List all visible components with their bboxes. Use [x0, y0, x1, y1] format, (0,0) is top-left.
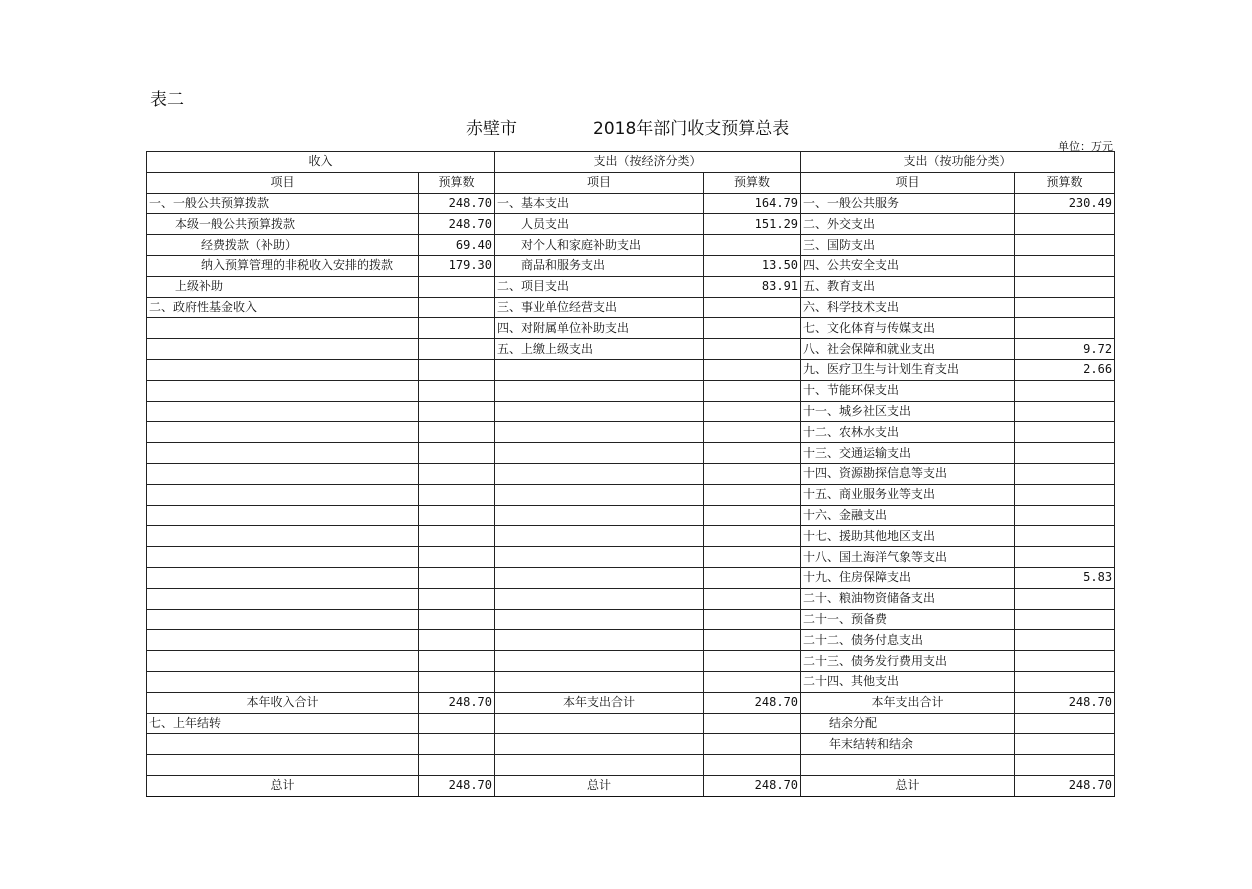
func-item: 二、外交支出 — [801, 214, 1015, 235]
func-value — [1015, 214, 1115, 235]
func-item: 三、国防支出 — [801, 235, 1015, 256]
income-item — [147, 463, 419, 484]
table-row — [147, 609, 1115, 630]
econ-value — [704, 463, 801, 484]
income-value — [419, 380, 495, 401]
table-row — [147, 484, 1115, 505]
func-item: 十、节能环保支出 — [801, 380, 1015, 401]
econ-value: 164.79 — [704, 193, 801, 214]
table-row — [147, 547, 1115, 568]
table-row — [147, 422, 1115, 443]
econ-value — [704, 401, 801, 422]
func-item: 十八、国土海洋气象等支出 — [801, 547, 1015, 568]
func-item: 十一、城乡社区支出 — [801, 401, 1015, 422]
table-row — [147, 318, 1115, 339]
table-row — [147, 526, 1115, 547]
func-value — [1015, 505, 1115, 526]
econ-item — [495, 609, 704, 630]
income-item: 上级补助 — [147, 276, 419, 297]
econ-value — [704, 443, 801, 464]
income-value — [419, 547, 495, 568]
econ-value — [704, 588, 801, 609]
income-value — [419, 422, 495, 443]
table-row — [147, 193, 1115, 214]
subtotal-row-func-label: 本年支出合计 — [801, 692, 1015, 713]
func-item: 五、教育支出 — [801, 276, 1015, 297]
func-value — [1015, 401, 1115, 422]
income-value — [419, 276, 495, 297]
func-value — [1015, 255, 1115, 276]
table-row — [147, 734, 1115, 755]
income-item — [147, 380, 419, 401]
econ-item — [495, 630, 704, 651]
income-value — [419, 318, 495, 339]
econ-item — [495, 567, 704, 588]
total-row-func-label: 总计 — [801, 775, 1015, 796]
econ-item: 商品和服务支出 — [495, 255, 704, 276]
econ-value — [704, 422, 801, 443]
table-row — [147, 255, 1115, 276]
total-row-func-value: 248.70 — [1015, 775, 1115, 796]
table-row — [147, 235, 1115, 256]
econ-value — [704, 484, 801, 505]
group-header-row — [147, 152, 1115, 173]
income-item — [147, 505, 419, 526]
func-value — [1015, 297, 1115, 318]
subtotal-row — [147, 692, 1115, 713]
func-value — [1015, 422, 1115, 443]
econ-item — [495, 484, 704, 505]
econ-value — [704, 297, 801, 318]
func-value: 230.49 — [1015, 193, 1115, 214]
econ-value — [704, 630, 801, 651]
expense-func-header: 支出（按功能分类） — [801, 152, 1115, 173]
expense-econ-header: 支出（按经济分类） — [495, 152, 801, 173]
econ-item: 一、基本支出 — [495, 193, 704, 214]
table-row — [147, 755, 1115, 776]
subtotal-row-income-value: 248.70 — [419, 692, 495, 713]
income-value — [419, 443, 495, 464]
subtotal-row-income-label: 本年收入合计 — [147, 692, 419, 713]
func-item: 十七、援助其他地区支出 — [801, 526, 1015, 547]
income-value — [419, 401, 495, 422]
func-value — [1015, 651, 1115, 672]
income-item — [147, 630, 419, 651]
econ-value — [704, 505, 801, 526]
econ-item — [495, 734, 704, 755]
func-value — [1015, 671, 1115, 692]
func-item: 二十四、其他支出 — [801, 671, 1015, 692]
table-row — [147, 297, 1115, 318]
econ-item — [495, 588, 704, 609]
income-item — [147, 671, 419, 692]
func-item: 七、文化体育与传媒支出 — [801, 318, 1015, 339]
func-value — [1015, 734, 1115, 755]
income-value — [419, 359, 495, 380]
table-row — [147, 359, 1115, 380]
func-item: 十四、资源勘探信息等支出 — [801, 463, 1015, 484]
income-value — [419, 671, 495, 692]
income-item: 二、政府性基金收入 — [147, 297, 419, 318]
func-item: 二十一、预备费 — [801, 609, 1015, 630]
func-value — [1015, 630, 1115, 651]
income-budget-header: 预算数 — [419, 172, 495, 193]
table-row — [147, 588, 1115, 609]
table-row — [147, 567, 1115, 588]
income-item — [147, 651, 419, 672]
income-item: 经费拨款（补助） — [147, 235, 419, 256]
subtotal-row-func-value: 248.70 — [1015, 692, 1115, 713]
func-item: 二十、粮油物资储备支出 — [801, 588, 1015, 609]
func-value — [1015, 463, 1115, 484]
func-item: 十九、住房保障支出 — [801, 567, 1015, 588]
income-value: 69.40 — [419, 235, 495, 256]
econ-item — [495, 443, 704, 464]
income-value — [419, 630, 495, 651]
income-item — [147, 547, 419, 568]
table-row — [147, 276, 1115, 297]
econ-item — [495, 380, 704, 401]
income-value — [419, 567, 495, 588]
title-city: 赤壁市 — [466, 119, 517, 139]
total-row — [147, 775, 1115, 796]
func-value — [1015, 484, 1115, 505]
func-item: 结余分配 — [801, 713, 1015, 734]
func-item: 十六、金融支出 — [801, 505, 1015, 526]
income-value: 248.70 — [419, 193, 495, 214]
econ-item-header: 项目 — [495, 172, 704, 193]
func-value — [1015, 443, 1115, 464]
econ-item — [495, 401, 704, 422]
income-item — [147, 609, 419, 630]
econ-value — [704, 651, 801, 672]
econ-item — [495, 671, 704, 692]
func-value — [1015, 526, 1115, 547]
econ-value — [704, 380, 801, 401]
econ-value — [704, 339, 801, 360]
table-row — [147, 713, 1115, 734]
subtotal-row-econ-value: 248.70 — [704, 692, 801, 713]
income-value — [419, 755, 495, 776]
econ-item — [495, 547, 704, 568]
table-row — [147, 214, 1115, 235]
income-item — [147, 443, 419, 464]
income-item: 本级一般公共预算拨款 — [147, 214, 419, 235]
func-value — [1015, 713, 1115, 734]
income-item — [147, 588, 419, 609]
income-item: 七、上年结转 — [147, 713, 419, 734]
page-title — [0, 114, 1252, 138]
func-value — [1015, 547, 1115, 568]
table-row — [147, 443, 1115, 464]
econ-item — [495, 755, 704, 776]
econ-item: 二、项目支出 — [495, 276, 704, 297]
table-row — [147, 339, 1115, 360]
func-item: 二十二、债务付息支出 — [801, 630, 1015, 651]
econ-item — [495, 463, 704, 484]
econ-value — [704, 671, 801, 692]
func-value — [1015, 276, 1115, 297]
econ-item — [495, 359, 704, 380]
econ-value — [704, 547, 801, 568]
econ-item — [495, 713, 704, 734]
econ-value: 13.50 — [704, 255, 801, 276]
econ-value — [704, 734, 801, 755]
econ-item — [495, 505, 704, 526]
income-value: 248.70 — [419, 214, 495, 235]
func-value — [1015, 755, 1115, 776]
income-item — [147, 339, 419, 360]
income-value — [419, 609, 495, 630]
income-item — [147, 318, 419, 339]
func-value: 2.66 — [1015, 359, 1115, 380]
table-row — [147, 505, 1115, 526]
income-item — [147, 359, 419, 380]
total-row-econ-label: 总计 — [495, 775, 704, 796]
econ-value — [704, 526, 801, 547]
func-value — [1015, 235, 1115, 256]
table-row — [147, 630, 1115, 651]
income-item: 纳入预算管理的非税收入安排的拨款 — [147, 255, 419, 276]
func-item: 十二、农林水支出 — [801, 422, 1015, 443]
econ-value — [704, 609, 801, 630]
income-item-header: 项目 — [147, 172, 419, 193]
income-value — [419, 484, 495, 505]
total-row-income-label: 总计 — [147, 775, 419, 796]
econ-item: 四、对附属单位补助支出 — [495, 318, 704, 339]
income-value — [419, 734, 495, 755]
subtotal-row-econ-label: 本年支出合计 — [495, 692, 704, 713]
income-value — [419, 651, 495, 672]
func-value: 5.83 — [1015, 567, 1115, 588]
func-item: 一、一般公共服务 — [801, 193, 1015, 214]
func-item: 九、医疗卫生与计划生育支出 — [801, 359, 1015, 380]
func-value: 9.72 — [1015, 339, 1115, 360]
income-item — [147, 734, 419, 755]
table-row — [147, 401, 1115, 422]
func-value — [1015, 380, 1115, 401]
econ-budget-header: 预算数 — [704, 172, 801, 193]
income-item: 一、一般公共预算拨款 — [147, 193, 419, 214]
econ-value: 151.29 — [704, 214, 801, 235]
econ-item — [495, 422, 704, 443]
title-name: 2018年部门收支预算总表 — [593, 119, 790, 139]
income-value — [419, 588, 495, 609]
func-item: 年末结转和结余 — [801, 734, 1015, 755]
func-item-header: 项目 — [801, 172, 1015, 193]
income-header: 收入 — [147, 152, 495, 173]
econ-item — [495, 651, 704, 672]
econ-value — [704, 318, 801, 339]
income-value — [419, 505, 495, 526]
func-value — [1015, 609, 1115, 630]
func-item: 八、社会保障和就业支出 — [801, 339, 1015, 360]
income-value — [419, 463, 495, 484]
econ-value: 83.91 — [704, 276, 801, 297]
income-value: 179.30 — [419, 255, 495, 276]
econ-item: 人员支出 — [495, 214, 704, 235]
func-budget-header: 预算数 — [1015, 172, 1115, 193]
income-value — [419, 297, 495, 318]
income-item — [147, 484, 419, 505]
econ-value — [704, 713, 801, 734]
income-item — [147, 422, 419, 443]
unit-label: 单位：万元 — [1058, 140, 1113, 153]
func-item: 十五、商业服务业等支出 — [801, 484, 1015, 505]
income-item — [147, 401, 419, 422]
econ-item — [495, 526, 704, 547]
econ-value — [704, 755, 801, 776]
func-value — [1015, 318, 1115, 339]
table-row — [147, 651, 1115, 672]
econ-item: 三、事业单位经营支出 — [495, 297, 704, 318]
func-item: 十三、交通运输支出 — [801, 443, 1015, 464]
econ-value — [704, 567, 801, 588]
func-item — [801, 755, 1015, 776]
table-row — [147, 463, 1115, 484]
func-item: 六、科学技术支出 — [801, 297, 1015, 318]
econ-item: 对个人和家庭补助支出 — [495, 235, 704, 256]
budget-table — [146, 151, 1115, 797]
table-label: 表二 — [150, 90, 184, 110]
total-row-econ-value: 248.70 — [704, 775, 801, 796]
econ-item: 五、上缴上级支出 — [495, 339, 704, 360]
income-value — [419, 713, 495, 734]
func-item: 二十三、债务发行费用支出 — [801, 651, 1015, 672]
func-value — [1015, 588, 1115, 609]
income-value — [419, 526, 495, 547]
econ-value — [704, 359, 801, 380]
column-header-row — [147, 172, 1115, 193]
income-item — [147, 755, 419, 776]
income-value — [419, 339, 495, 360]
econ-value — [704, 235, 801, 256]
table-row — [147, 671, 1115, 692]
income-item — [147, 567, 419, 588]
total-row-income-value: 248.70 — [419, 775, 495, 796]
table-row — [147, 380, 1115, 401]
income-item — [147, 526, 419, 547]
func-item: 四、公共安全支出 — [801, 255, 1015, 276]
